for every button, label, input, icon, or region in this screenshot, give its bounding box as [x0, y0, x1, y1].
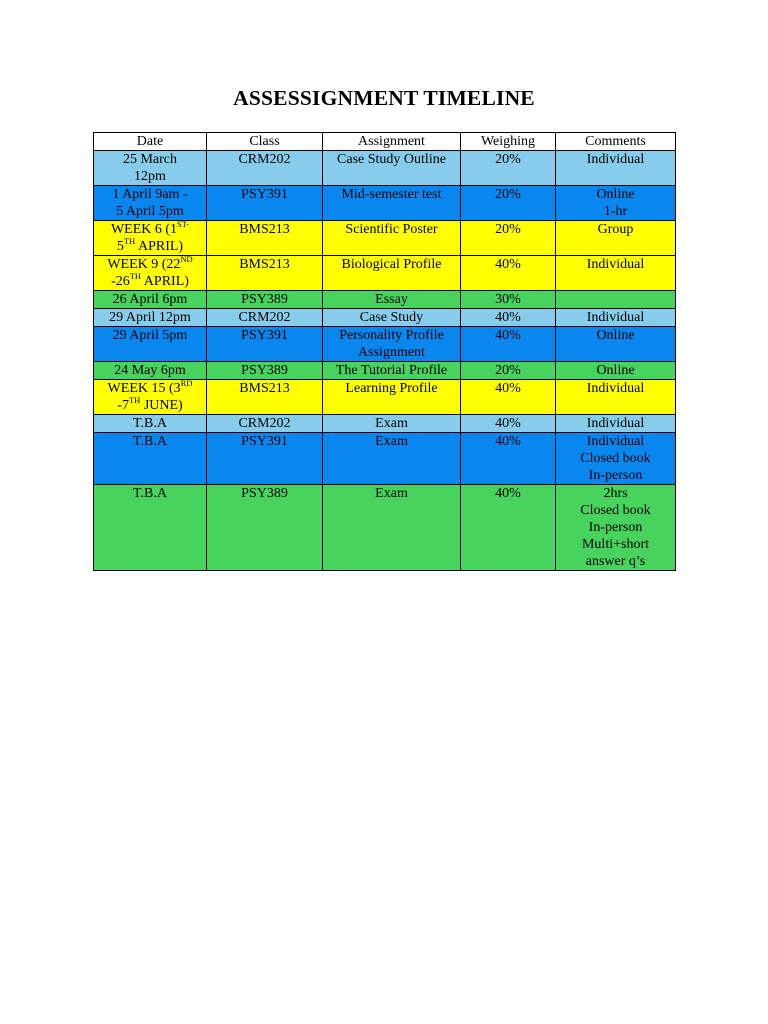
cell-line: In-person	[588, 468, 643, 483]
cell-line	[96, 273, 204, 290]
table-row	[94, 380, 676, 415]
cell-line: Online	[596, 187, 635, 202]
cell-date	[94, 186, 207, 221]
cell-class: CRM202	[207, 415, 323, 433]
cell-date	[94, 151, 207, 186]
cell-comments	[556, 380, 676, 415]
table-row	[94, 151, 676, 186]
cell-line: 2hrs	[603, 486, 628, 501]
cell-line: Multi+short	[581, 537, 649, 552]
date-text: APRIL)	[141, 274, 189, 289]
cell-class: BMS213	[207, 221, 323, 256]
cell-comments	[556, 327, 676, 362]
table-row	[94, 291, 676, 309]
cell-line: 12pm	[134, 169, 166, 184]
table-row	[94, 309, 676, 327]
cell-line: Closed book	[580, 451, 651, 466]
cell-line: Essay	[375, 292, 408, 307]
page-title: ASSESSIGNMENT TIMELINE	[233, 86, 535, 110]
cell-weighing: 40%	[461, 415, 556, 433]
cell-weighing: 40%	[461, 256, 556, 291]
cell-weighing: 40%	[461, 327, 556, 362]
cell-weighing: 40%	[461, 485, 556, 571]
date-text: -26	[111, 274, 130, 289]
table-body	[94, 151, 676, 571]
cell-assignment	[323, 186, 461, 221]
cell-assignment	[323, 256, 461, 291]
cell-date	[94, 362, 207, 380]
cell-line: T.B.A	[133, 486, 167, 501]
cell-class: BMS213	[207, 256, 323, 291]
cell-line: Individual	[586, 416, 645, 431]
date-text: 5	[116, 239, 124, 254]
cell-date	[94, 309, 207, 327]
cell-line: Scientific Poster	[345, 222, 438, 237]
date-text: WEEK 9 (22	[107, 257, 181, 272]
cell-class: PSY389	[207, 291, 323, 309]
date-text: JUNE)	[140, 398, 183, 413]
date-text: APRIL)	[135, 239, 184, 254]
ordinal-suffix: ST-	[177, 220, 190, 229]
cell-line: Biological Profile	[341, 257, 442, 272]
cell-date	[94, 291, 207, 309]
cell-line: Individual	[586, 257, 645, 272]
cell-weighing: 40%	[461, 380, 556, 415]
cell-assignment	[323, 362, 461, 380]
cell-line: Group	[597, 222, 634, 237]
cell-class: PSY391	[207, 186, 323, 221]
table-row	[94, 433, 676, 485]
table-row	[94, 362, 676, 380]
cell-line: Individual	[586, 310, 645, 325]
cell-line: Online	[596, 328, 635, 343]
table-row	[94, 256, 676, 291]
date-text: WEEK 6 (1	[110, 222, 178, 237]
cell-assignment	[323, 380, 461, 415]
cell-class: CRM202	[207, 309, 323, 327]
cell-class: BMS213	[207, 380, 323, 415]
table-row	[94, 327, 676, 362]
date-text: -7	[117, 398, 129, 413]
cell-line: 26 April 6pm	[112, 292, 188, 307]
cell-line: Exam	[375, 434, 408, 449]
header-class: Class	[207, 133, 323, 151]
cell-class: PSY391	[207, 327, 323, 362]
cell-comments	[556, 485, 676, 571]
cell-line: Individual	[586, 434, 645, 449]
cell-assignment	[323, 485, 461, 571]
header-assignment: Assignment	[323, 133, 461, 151]
cell-date	[94, 221, 207, 256]
cell-weighing: 20%	[461, 186, 556, 221]
ordinal-suffix: TH	[128, 395, 141, 405]
cell-assignment	[323, 433, 461, 485]
cell-date	[94, 380, 207, 415]
cell-assignment	[323, 221, 461, 256]
cell-line: 5 April 5pm	[116, 204, 184, 219]
cell-comments	[556, 362, 676, 380]
table-row	[94, 485, 676, 571]
cell-line: Personality Profile	[339, 328, 444, 343]
cell-weighing: 40%	[461, 309, 556, 327]
table-header-row	[94, 133, 676, 151]
cell-comments	[556, 221, 676, 256]
cell-weighing: 20%	[461, 221, 556, 256]
cell-line: 24 May 6pm	[114, 363, 186, 378]
cell-line: Online	[596, 363, 635, 378]
cell-line: Assignment	[358, 345, 425, 360]
cell-class: PSY389	[207, 362, 323, 380]
cell-date	[94, 415, 207, 433]
cell-comments	[556, 186, 676, 221]
cell-line	[96, 397, 204, 414]
cell-assignment	[323, 151, 461, 186]
table-row	[94, 221, 676, 256]
cell-class: PSY391	[207, 433, 323, 485]
ordinal-suffix: ND	[180, 255, 193, 264]
cell-comments	[556, 433, 676, 485]
cell-assignment	[323, 327, 461, 362]
cell-line: 1 April 9am -	[112, 187, 188, 202]
ordinal-suffix: TH	[129, 271, 142, 281]
cell-weighing: 20%	[461, 151, 556, 186]
cell-assignment	[323, 415, 461, 433]
cell-weighing: 20%	[461, 362, 556, 380]
cell-class: PSY389	[207, 485, 323, 571]
cell-line	[96, 238, 204, 255]
cell-line: T.B.A	[133, 434, 167, 449]
cell-line: The Tutorial Profile	[335, 363, 448, 378]
cell-date	[94, 433, 207, 485]
cell-assignment	[323, 309, 461, 327]
cell-comments	[556, 151, 676, 186]
cell-line: Learning Profile	[345, 381, 438, 396]
cell-line: Case Study Outline	[337, 152, 446, 167]
cell-line: Mid-semester test	[341, 187, 442, 202]
cell-line: Case Study	[359, 310, 424, 325]
table-row	[94, 186, 676, 221]
cell-date	[94, 256, 207, 291]
cell-line: Exam	[375, 486, 408, 501]
cell-comments	[556, 291, 676, 309]
cell-line: Exam	[375, 416, 408, 431]
assessment-table	[93, 132, 676, 571]
ordinal-suffix: TH	[123, 236, 136, 246]
cell-line	[96, 221, 204, 238]
cell-line: Closed book	[580, 503, 651, 518]
cell-comments	[556, 309, 676, 327]
cell-line: 29 April 12pm	[109, 310, 191, 325]
cell-comments	[556, 256, 676, 291]
cell-weighing: 40%	[461, 433, 556, 485]
header-weighing: Weighing	[461, 133, 556, 151]
cell-line: T.B.A	[133, 416, 167, 431]
header-comments: Comments	[556, 133, 676, 151]
cell-line: Individual	[586, 152, 645, 167]
cell-line	[96, 380, 204, 397]
table-row	[94, 415, 676, 433]
cell-line: 29 April 5pm	[112, 328, 188, 343]
cell-date	[94, 327, 207, 362]
header-date: Date	[94, 133, 207, 151]
cell-line	[96, 256, 204, 273]
cell-line: answer q’s	[585, 554, 646, 569]
cell-line: In-person	[588, 520, 643, 535]
cell-line: Individual	[586, 381, 645, 396]
cell-weighing: 30%	[461, 291, 556, 309]
cell-class: CRM202	[207, 151, 323, 186]
cell-date	[94, 485, 207, 571]
cell-assignment	[323, 291, 461, 309]
ordinal-suffix: RD	[180, 379, 193, 388]
date-text: WEEK 15 (3	[107, 381, 181, 396]
cell-comments	[556, 415, 676, 433]
cell-line: 1-hr	[603, 204, 628, 219]
cell-line: 25 March	[122, 152, 178, 167]
